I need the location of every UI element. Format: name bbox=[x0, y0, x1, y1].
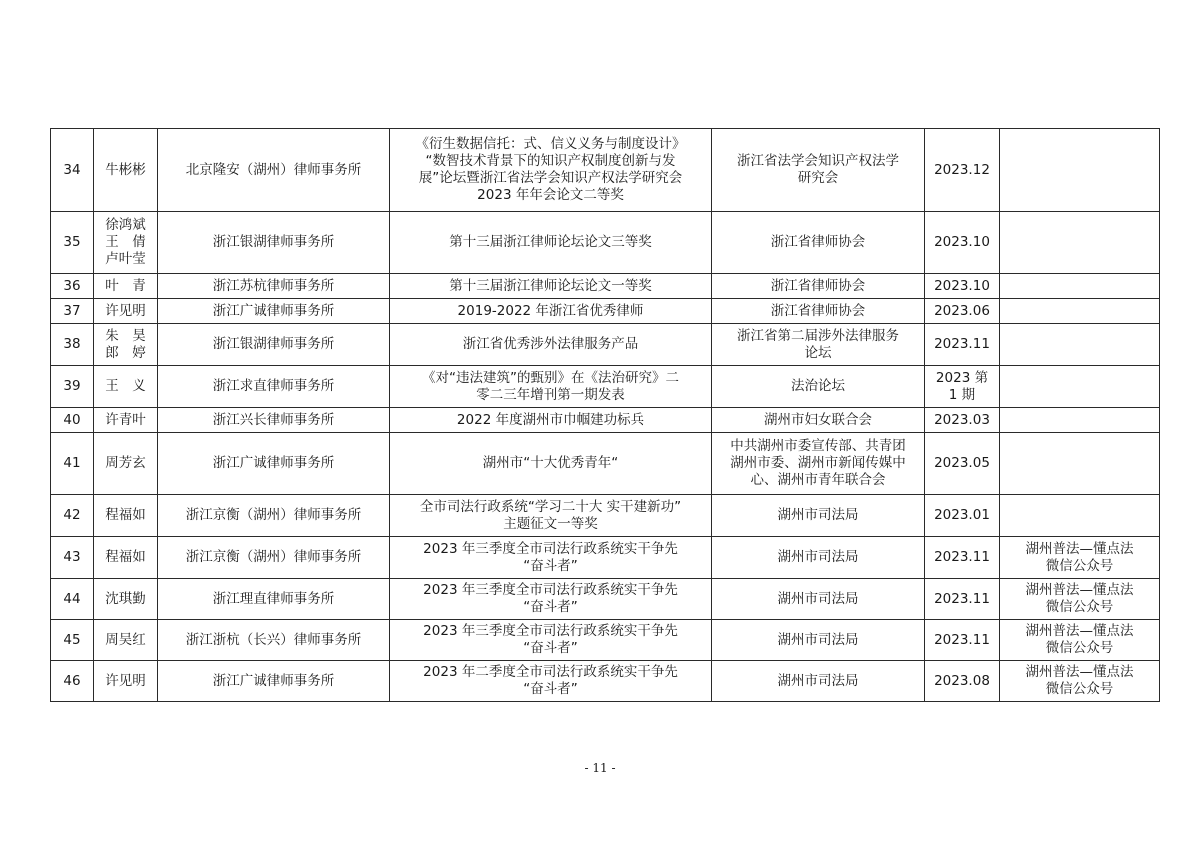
issuer-cell bbox=[712, 129, 925, 212]
cell-text-line: 许见明 bbox=[105, 302, 146, 319]
cell-text-line: 微信公众号 bbox=[1045, 557, 1114, 574]
award-cell bbox=[390, 274, 712, 299]
issuer-cell bbox=[712, 579, 925, 620]
note-cell bbox=[1000, 661, 1160, 702]
award-cell bbox=[390, 433, 712, 495]
award-cell bbox=[390, 620, 712, 661]
cell-text-line: “奋斗者” bbox=[523, 640, 578, 656]
cell-text-line: 湖州普法—懂点法 bbox=[1025, 582, 1134, 598]
cell-text-line: 湖州市司法局 bbox=[777, 549, 859, 565]
cell-text: 浙江广诚律师事务所 bbox=[212, 672, 335, 689]
award-cell bbox=[390, 495, 712, 537]
issuer-cell bbox=[712, 661, 925, 702]
cell-text-line: “奋斗者” bbox=[523, 557, 578, 574]
row-number-cell bbox=[51, 129, 94, 212]
cell-text-line: 2023.12 bbox=[934, 161, 990, 178]
date-cell bbox=[925, 212, 1000, 274]
row-number-cell bbox=[51, 274, 94, 299]
cell-text: 35 bbox=[63, 234, 81, 250]
cell-text-line: 2023.11 bbox=[934, 549, 990, 565]
winner-name-cell bbox=[94, 274, 158, 299]
cell-text-line: 微信公众号 bbox=[1045, 599, 1114, 615]
winner-name-cell bbox=[94, 537, 158, 579]
date-cell bbox=[925, 661, 1000, 702]
cell-text: 浙江求直律师事务所 bbox=[212, 378, 335, 394]
note-cell bbox=[1000, 299, 1160, 324]
cell-text-line: 2023.10 bbox=[934, 234, 990, 250]
cell-text-line: 沈琪勤 bbox=[105, 590, 146, 607]
cell-text-line: 2023.05 bbox=[934, 455, 990, 471]
cell-text: 36 bbox=[63, 277, 81, 294]
cell-text: 34 bbox=[63, 161, 81, 178]
cell-text-line: 法治论坛 bbox=[791, 378, 845, 394]
issuer-cell bbox=[712, 299, 925, 324]
row-number-cell bbox=[51, 366, 94, 408]
table-row bbox=[51, 129, 1160, 212]
page-number: - 11 - bbox=[584, 761, 616, 775]
issuer-cell bbox=[712, 274, 925, 299]
cell-text: 39 bbox=[63, 378, 81, 394]
cell-text-line: 卢叶莹 bbox=[105, 251, 146, 267]
cell-text-line: 2023.11 bbox=[934, 631, 990, 648]
cell-text: 38 bbox=[63, 336, 81, 352]
note-cell bbox=[1000, 537, 1160, 579]
cell-text-line: 湖州普法—懂点法 bbox=[1025, 540, 1134, 557]
cell-text-line: 湖州市妇女联合会 bbox=[764, 411, 872, 428]
table-row bbox=[51, 433, 1160, 495]
award-cell bbox=[390, 366, 712, 408]
cell-text-line: 湖州普法—懂点法 bbox=[1025, 664, 1134, 680]
law-firm-cell bbox=[158, 579, 390, 620]
note-cell bbox=[1000, 212, 1160, 274]
cell-text-line: 朱 昊 bbox=[105, 327, 146, 344]
cell-text: 45 bbox=[63, 631, 81, 648]
cell-text-line: 王 义 bbox=[105, 378, 146, 394]
cell-text-line: “奋斗者” bbox=[523, 681, 578, 697]
cell-text-line: 2022 年度湖州市巾帼建功标兵 bbox=[456, 411, 645, 428]
issuer-cell bbox=[712, 620, 925, 661]
award-cell bbox=[390, 324, 712, 366]
cell-text-line: 浙江省优秀涉外法律服务产品 bbox=[462, 336, 639, 352]
law-firm-cell bbox=[158, 620, 390, 661]
cell-text-line: 2023.10 bbox=[934, 277, 990, 294]
cell-text: 42 bbox=[63, 507, 81, 523]
cell-text-line: 第十三届浙江律师论坛论文三等奖 bbox=[449, 234, 652, 250]
date-cell bbox=[925, 433, 1000, 495]
cell-text-line: 2023 年三季度全市司法行政系统实干争先 bbox=[423, 540, 678, 557]
cell-text-line: “数智技术背景下的知识产权制度创新与发 bbox=[425, 153, 676, 169]
cell-text-line: 程福如 bbox=[105, 549, 146, 565]
cell-text: 浙江兴长律师事务所 bbox=[212, 411, 335, 428]
cell-text-line: 2023.11 bbox=[934, 590, 990, 607]
row-number-cell bbox=[51, 408, 94, 433]
cell-text: 44 bbox=[63, 590, 81, 607]
cell-text: 浙江理直律师事务所 bbox=[212, 590, 335, 607]
row-number-cell bbox=[51, 620, 94, 661]
cell-text-line: 湖州普法—懂点法 bbox=[1025, 623, 1134, 639]
table-row bbox=[51, 299, 1160, 324]
cell-text-line: 主题征文一等奖 bbox=[503, 515, 598, 532]
table-row bbox=[51, 579, 1160, 620]
winner-name-cell bbox=[94, 212, 158, 274]
cell-text-line: 《对“违法建筑”的甄别》在《法治研究》二 bbox=[422, 369, 679, 386]
cell-text-line: 许青叶 bbox=[105, 411, 146, 428]
row-number-cell bbox=[51, 324, 94, 366]
award-cell bbox=[390, 212, 712, 274]
date-cell bbox=[925, 579, 1000, 620]
cell-text-line: 浙江省律师协会 bbox=[770, 234, 866, 250]
winner-name-cell bbox=[94, 408, 158, 433]
cell-text-line: 许见明 bbox=[105, 672, 146, 689]
award-cell bbox=[390, 299, 712, 324]
table-row bbox=[51, 366, 1160, 408]
law-firm-cell bbox=[158, 366, 390, 408]
law-firm-cell bbox=[158, 299, 390, 324]
date-cell bbox=[925, 495, 1000, 537]
row-number-cell bbox=[51, 579, 94, 620]
issuer-cell bbox=[712, 324, 925, 366]
cell-text-line: 2019-2022 年浙江省优秀律师 bbox=[457, 302, 644, 319]
law-firm-cell bbox=[158, 129, 390, 212]
row-number-cell bbox=[51, 661, 94, 702]
law-firm-cell bbox=[158, 324, 390, 366]
note-cell bbox=[1000, 579, 1160, 620]
table-row bbox=[51, 661, 1160, 702]
cell-text: 浙江苏杭律师事务所 bbox=[212, 277, 335, 294]
row-number-cell bbox=[51, 495, 94, 537]
note-cell bbox=[1000, 495, 1160, 537]
winner-name-cell bbox=[94, 366, 158, 408]
winner-name-cell bbox=[94, 661, 158, 702]
table-row bbox=[51, 408, 1160, 433]
row-number-cell bbox=[51, 212, 94, 274]
cell-text-line: 湖州市司法局 bbox=[777, 590, 859, 607]
issuer-cell bbox=[712, 408, 925, 433]
cell-text-line: “奋斗者” bbox=[523, 599, 578, 615]
cell-text-line: 叶 青 bbox=[105, 277, 146, 294]
cell-text-line: 浙江省律师协会 bbox=[770, 277, 866, 294]
winner-name-cell bbox=[94, 129, 158, 212]
winner-name-cell bbox=[94, 324, 158, 366]
date-cell bbox=[925, 299, 1000, 324]
cell-text: 浙江京衡（湖州）律师事务所 bbox=[185, 549, 362, 565]
cell-text: 37 bbox=[63, 302, 81, 319]
award-cell bbox=[390, 579, 712, 620]
table-row bbox=[51, 324, 1160, 366]
cell-text-line: 湖州市“十大优秀青年“ bbox=[482, 455, 619, 471]
cell-text-line: 牛彬彬 bbox=[105, 161, 146, 178]
date-cell bbox=[925, 537, 1000, 579]
date-cell bbox=[925, 129, 1000, 212]
cell-text-line: 徐鸿斌 bbox=[105, 217, 146, 233]
award-cell bbox=[390, 537, 712, 579]
cell-text-line: 湖州市司法局 bbox=[777, 672, 859, 689]
cell-text-line: 1 期 bbox=[948, 386, 976, 403]
cell-text: 43 bbox=[63, 549, 81, 565]
cell-text-line: 2023 年二季度全市司法行政系统实干争先 bbox=[423, 664, 678, 680]
cell-text-line: 2023.11 bbox=[934, 336, 990, 352]
cell-text-line: 2023 年三季度全市司法行政系统实干争先 bbox=[423, 582, 678, 598]
cell-text-line: 2023 第 bbox=[935, 369, 989, 386]
date-cell bbox=[925, 366, 1000, 408]
winner-name-cell bbox=[94, 495, 158, 537]
cell-text-line: 周吴红 bbox=[105, 631, 146, 648]
row-number-cell bbox=[51, 537, 94, 579]
cell-text-line: 展”论坛暨浙江省法学会知识产权法学研究会 bbox=[418, 170, 683, 186]
winner-name-cell bbox=[94, 433, 158, 495]
cell-text-line: 心、湖州市青年联合会 bbox=[750, 472, 886, 488]
cell-text: 46 bbox=[63, 672, 81, 689]
note-cell bbox=[1000, 324, 1160, 366]
cell-text-line: 2023.03 bbox=[934, 411, 990, 428]
cell-text: 浙江银湖律师事务所 bbox=[212, 234, 335, 250]
law-firm-cell bbox=[158, 495, 390, 537]
cell-text-line: 《衍生数据信托：式、信义义务与制度设计》 bbox=[415, 136, 686, 152]
table-row bbox=[51, 212, 1160, 274]
issuer-cell bbox=[712, 537, 925, 579]
cell-text: 40 bbox=[63, 411, 81, 428]
cell-text-line: 2023 年年会论文二等奖 bbox=[477, 187, 624, 203]
cell-text-line: 王 倩 bbox=[105, 234, 146, 250]
law-firm-cell bbox=[158, 537, 390, 579]
issuer-cell bbox=[712, 495, 925, 537]
cell-text-line: 湖州市司法局 bbox=[777, 631, 859, 648]
cell-text-line: 研究会 bbox=[797, 170, 839, 186]
table-row bbox=[51, 274, 1160, 299]
date-cell bbox=[925, 408, 1000, 433]
awards-table-body bbox=[51, 129, 1160, 702]
note-cell bbox=[1000, 433, 1160, 495]
law-firm-cell bbox=[158, 433, 390, 495]
cell-text: 浙江京衡（湖州）律师事务所 bbox=[185, 507, 362, 523]
award-cell bbox=[390, 408, 712, 433]
cell-text-line: 浙江省法学会知识产权法学 bbox=[737, 153, 899, 169]
issuer-cell bbox=[712, 433, 925, 495]
cell-text-line: 微信公众号 bbox=[1045, 640, 1114, 656]
table-row bbox=[51, 537, 1160, 579]
cell-text-line: 湖州市委、湖州市新闻传媒中 bbox=[730, 455, 906, 471]
cell-text: 41 bbox=[63, 455, 81, 471]
law-firm-cell bbox=[158, 408, 390, 433]
table-row bbox=[51, 495, 1160, 537]
cell-text-line: 2023.01 bbox=[934, 507, 990, 523]
cell-text-line: 郎 婷 bbox=[105, 344, 146, 361]
issuer-cell bbox=[712, 212, 925, 274]
cell-text: 浙江广诚律师事务所 bbox=[212, 455, 335, 471]
cell-text-line: 全市司法行政系统“学习二十大 实干建新功” bbox=[419, 498, 682, 515]
date-cell bbox=[925, 274, 1000, 299]
note-cell bbox=[1000, 274, 1160, 299]
award-cell bbox=[390, 661, 712, 702]
cell-text-line: 零二三年增刊第一期发表 bbox=[476, 386, 625, 403]
row-number-cell bbox=[51, 433, 94, 495]
award-cell bbox=[390, 129, 712, 212]
cell-text: 浙江广诚律师事务所 bbox=[212, 302, 335, 319]
cell-text: 浙江银湖律师事务所 bbox=[212, 336, 335, 352]
date-cell bbox=[925, 620, 1000, 661]
cell-text-line: 2023.06 bbox=[934, 302, 990, 319]
table-row bbox=[51, 620, 1160, 661]
cell-text-line: 程福如 bbox=[105, 507, 146, 523]
cell-text: 北京隆安（湖州）律师事务所 bbox=[185, 161, 362, 178]
note-cell bbox=[1000, 620, 1160, 661]
cell-text-line: 浙江省第二届涉外法律服务 bbox=[737, 327, 899, 344]
cell-text-line: 湖州市司法局 bbox=[777, 507, 859, 523]
note-cell bbox=[1000, 129, 1160, 212]
law-firm-cell bbox=[158, 274, 390, 299]
cell-text-line: 论坛 bbox=[804, 344, 832, 361]
cell-text-line: 2023 年三季度全市司法行政系统实干争先 bbox=[423, 623, 678, 639]
cell-text-line: 周芳玄 bbox=[105, 455, 146, 471]
cell-text-line: 2023.08 bbox=[934, 672, 990, 689]
note-cell bbox=[1000, 408, 1160, 433]
winner-name-cell bbox=[94, 299, 158, 324]
issuer-cell bbox=[712, 366, 925, 408]
cell-text-line: 中共湖州市委宣传部、共青团 bbox=[730, 438, 906, 454]
note-cell bbox=[1000, 366, 1160, 408]
cell-text: 浙江浙杭（长兴）律师事务所 bbox=[185, 631, 362, 648]
awards-table bbox=[50, 128, 1160, 702]
cell-text-line: 浙江省律师协会 bbox=[770, 302, 866, 319]
winner-name-cell bbox=[94, 579, 158, 620]
date-cell bbox=[925, 324, 1000, 366]
law-firm-cell bbox=[158, 661, 390, 702]
cell-text-line: 第十三届浙江律师论坛论文一等奖 bbox=[449, 277, 652, 294]
cell-text-line: 微信公众号 bbox=[1045, 681, 1114, 697]
law-firm-cell bbox=[158, 212, 390, 274]
winner-name-cell bbox=[94, 620, 158, 661]
row-number-cell bbox=[51, 299, 94, 324]
